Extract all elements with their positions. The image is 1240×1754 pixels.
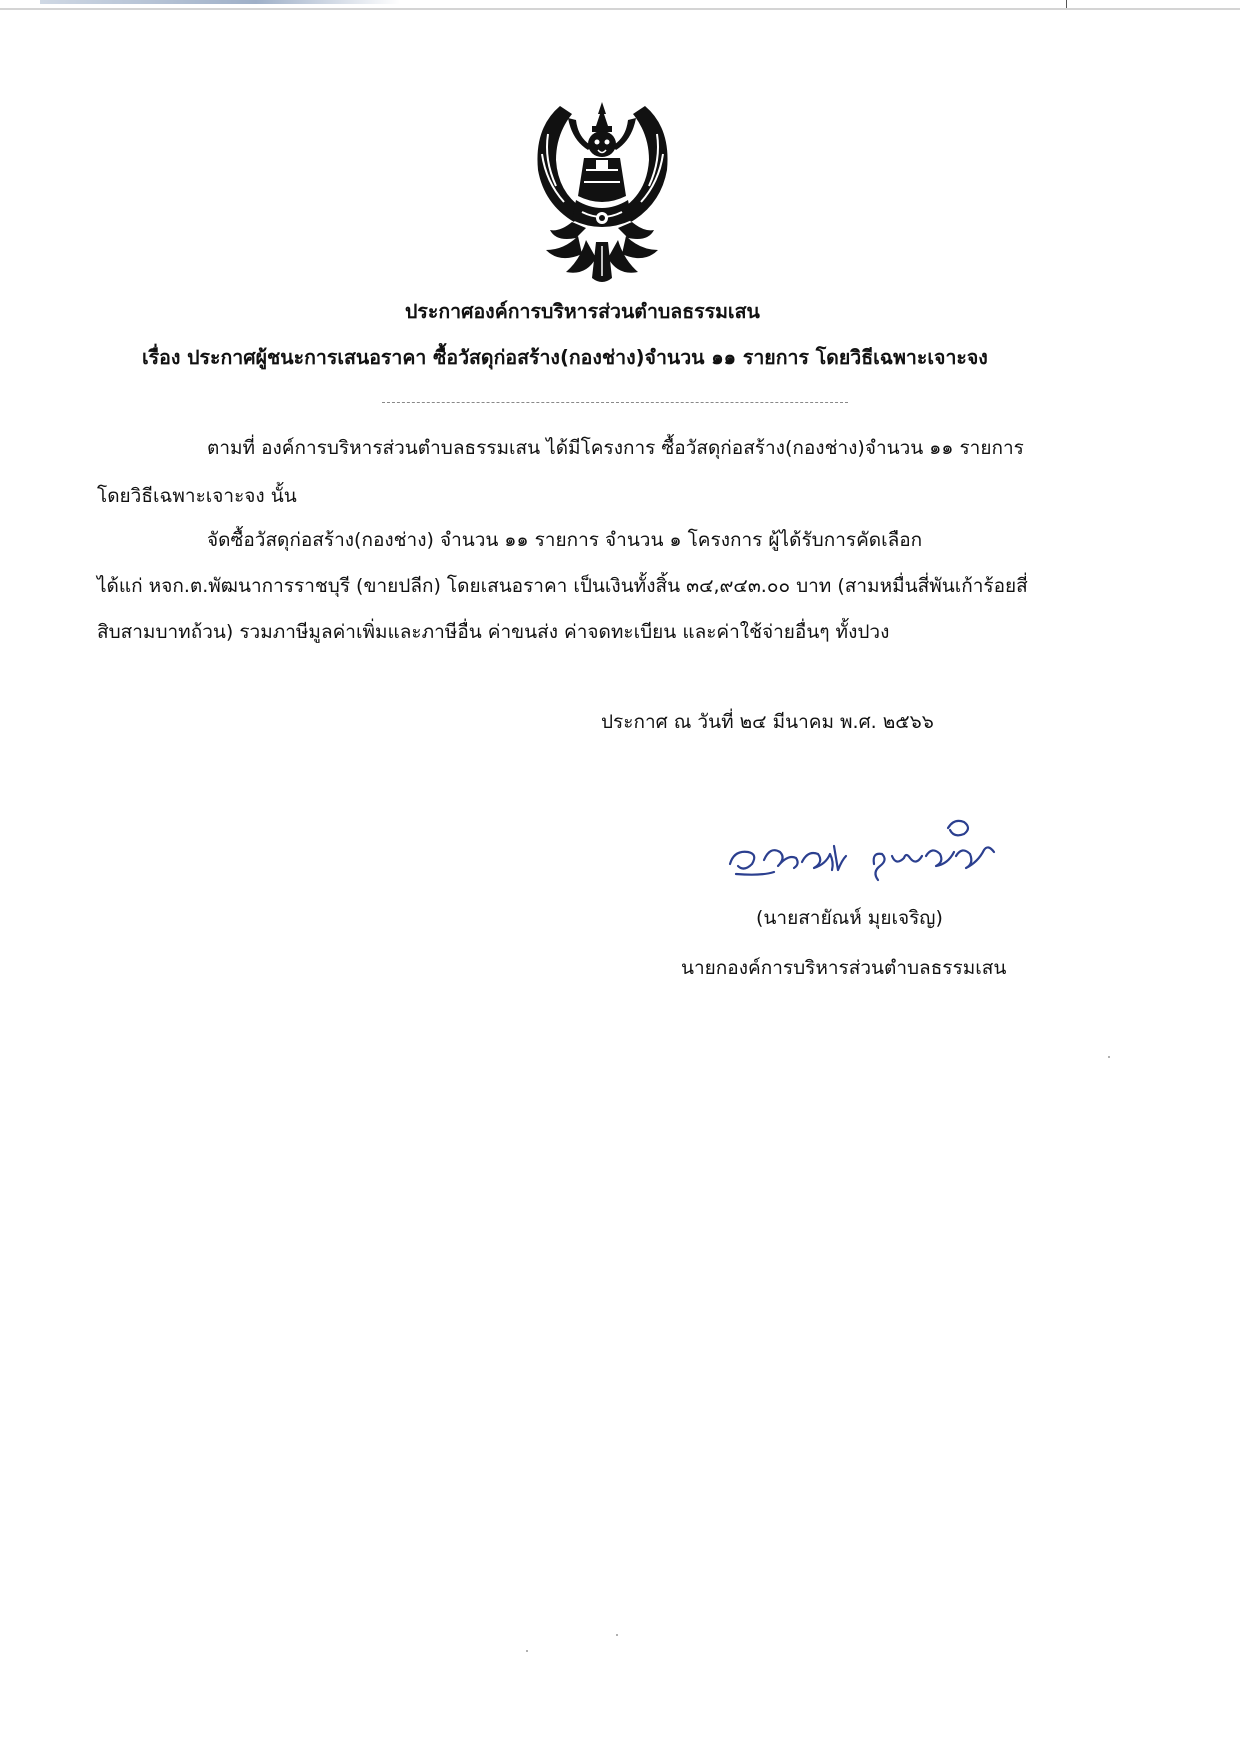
body-paragraph-2-line-1: จัดซื้อวัสดุก่อสร้าง(กองช่าง) จำนวน ๑๑ รายการ จำนวน ๑ โครงการ ผู้ได้รับการคัดเลือก (207, 529, 923, 551)
signatory-position: นายกองค์การบริหารส่วนตำบลธรรมเสน (681, 957, 1007, 979)
page-top-edge (40, 0, 400, 4)
page-top-tick (1066, 0, 1067, 8)
handwritten-signature (722, 806, 1012, 886)
body-paragraph-1-line-2: โดยวิธีเฉพาะเจาะจง นั้น (97, 485, 297, 507)
signatory-name: (นายสายัณห์ มุยเจริญ) (756, 907, 943, 929)
body-paragraph-2-line-2: ได้แก่ หจก.ต.พัฒนาการราชบุรี (ขายปลีก) โดยเสนอราคา เป็นเงินทั้งสิ้น ๓๔,๙๔๓.๐๐ บาท (สามหมื่นสี่พันเก้าร้อยสี่ (97, 575, 1028, 597)
scan-speck (616, 1634, 618, 1636)
garuda-emblem-icon (520, 100, 685, 290)
page-top-border (0, 8, 1240, 10)
announcement-subject: เรื่อง ประกาศผู้ชนะการเสนอราคา ซื้อวัสดุก่อสร้าง(กองช่าง)จำนวน ๑๑ รายการ โดยวิธีเฉพาะเจาะจง (142, 346, 988, 369)
heading-divider (382, 402, 848, 403)
body-paragraph-1-line-1: ตามที่ องค์การบริหารส่วนตำบลธรรมเสน ได้มีโครงการ ซื้อวัสดุก่อสร้าง(กองช่าง)จำนวน ๑๑ รายการ (207, 437, 1024, 459)
scan-speck (1108, 1056, 1110, 1058)
announcement-date: ประกาศ ณ วันที่ ๒๔ มีนาคม พ.ศ. ๒๕๖๖ (601, 711, 934, 733)
scan-speck (526, 1650, 528, 1652)
announcement-heading: ประกาศองค์การบริหารส่วนตำบลธรรมเสน (405, 300, 760, 323)
body-paragraph-2-line-3: สิบสามบาทถ้วน) รวมภาษีมูลค่าเพิ่มและภาษีอื่น ค่าขนส่ง ค่าจดทะเบียน และค่าใช้จ่ายอื่นๆ ทั้งปวง (97, 621, 890, 643)
